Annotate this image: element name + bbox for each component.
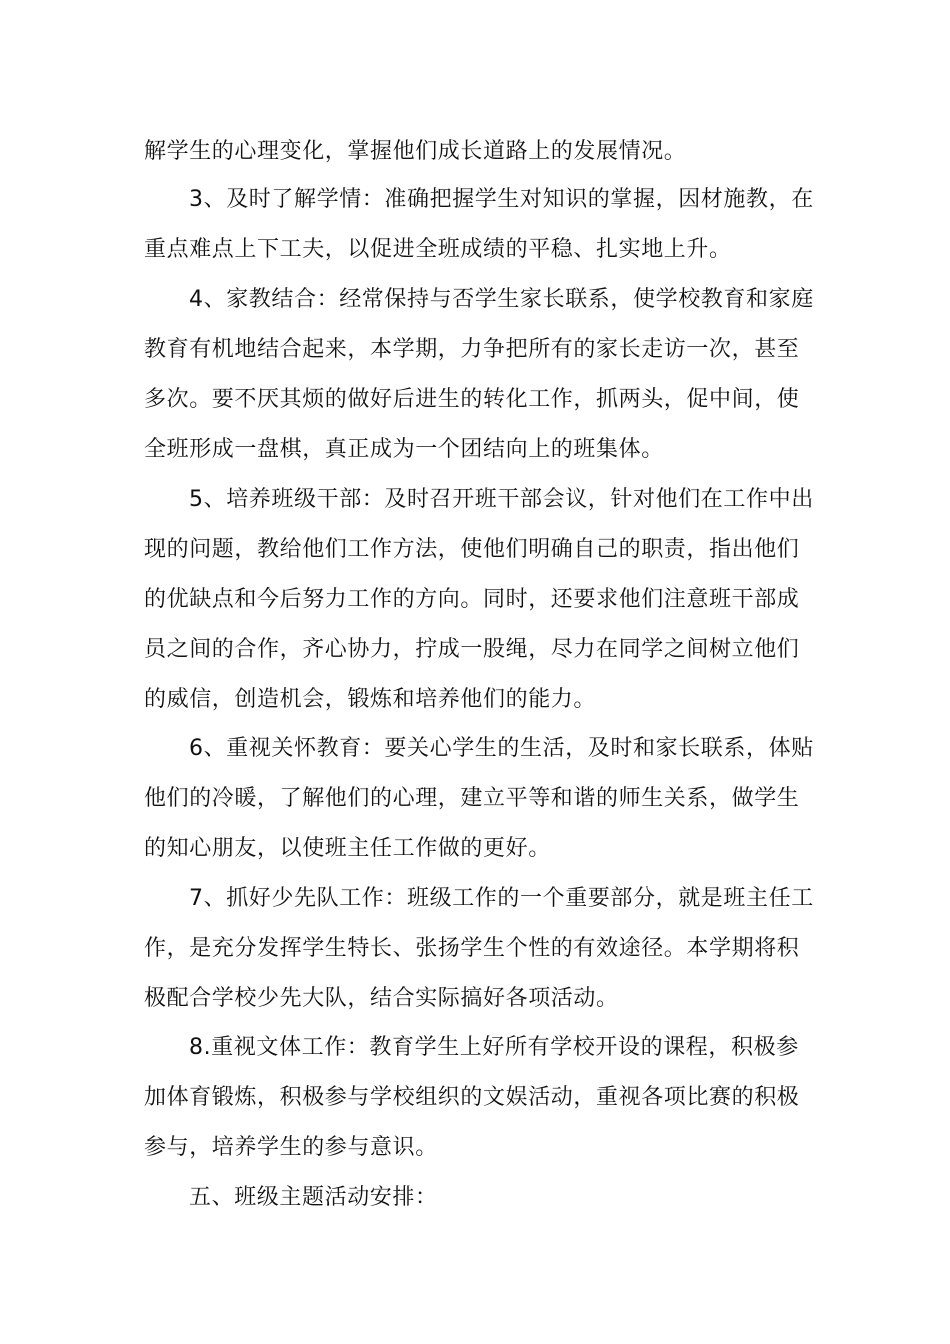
text-line: 全班形成一盘棋，真正成为一个团结向上的班集体。 (144, 437, 664, 462)
text-line: 他们的冷暖，了解他们的心理，建立平等和谐的师生关系，做学生 (144, 786, 800, 811)
text-line: 重点难点上下工夫，以促进全班成绩的平稳、扎实地上升。 (144, 237, 732, 262)
text-line: 的威信，创造机会，锻炼和培养他们的能力。 (144, 687, 597, 712)
text-line: 8.重视文体工作：教育学生上好所有学校开设的课程，积极参 (189, 1035, 799, 1060)
text-line: 解学生的心理变化，掌握他们成长道路上的发展情况。 (144, 139, 687, 164)
text-line: 教育有机地结合起来，本学期，力争把所有的家长走访一次，甚至 (144, 337, 800, 362)
text-line: 现的问题，教给他们工作方法，使他们明确自己的职责，指出他们 (144, 537, 800, 562)
text-line: 极配合学校少先大队，结合实际搞好各项活动。 (144, 986, 619, 1011)
text-line: 6、重视关怀教育：要关心学生的生活，及时和家长联系，体贴 (189, 736, 814, 761)
section-heading: 五、班级主题活动安排： (189, 1185, 438, 1210)
text-line: 7、抓好少先队工作：班级工作的一个重要部分，就是班主任工 (189, 886, 814, 911)
text-line: 加体育锻炼，积极参与学校组织的文娱活动，重视各项比赛的积极 (144, 1085, 800, 1110)
text-line: 3、及时了解学情：准确把握学生对知识的掌握，因材施教，在 (189, 187, 814, 212)
text-line: 员之间的合作，齐心协力，拧成一股绳，尽力在同学之间树立他们 (144, 637, 800, 662)
text-line: 的优缺点和今后努力工作的方向。同时，还要求他们注意班干部成 (144, 587, 800, 612)
text-line: 5、培养班级干部：及时召开班干部会议，针对他们在工作中出 (189, 487, 814, 512)
text-line: 参与，培养学生的参与意识。 (144, 1135, 438, 1160)
text-line: 4、家教结合：经常保持与否学生家长联系，使学校教育和家庭 (189, 287, 814, 312)
text-line: 多次。要不厌其烦的做好后进生的转化工作，抓两头，促中间，使 (144, 387, 800, 412)
text-line: 的知心朋友，以使班主任工作做的更好。 (144, 836, 551, 861)
text-line: 作，是充分发挥学生特长、张扬学生个性的有效途径。本学期将积 (144, 936, 800, 961)
